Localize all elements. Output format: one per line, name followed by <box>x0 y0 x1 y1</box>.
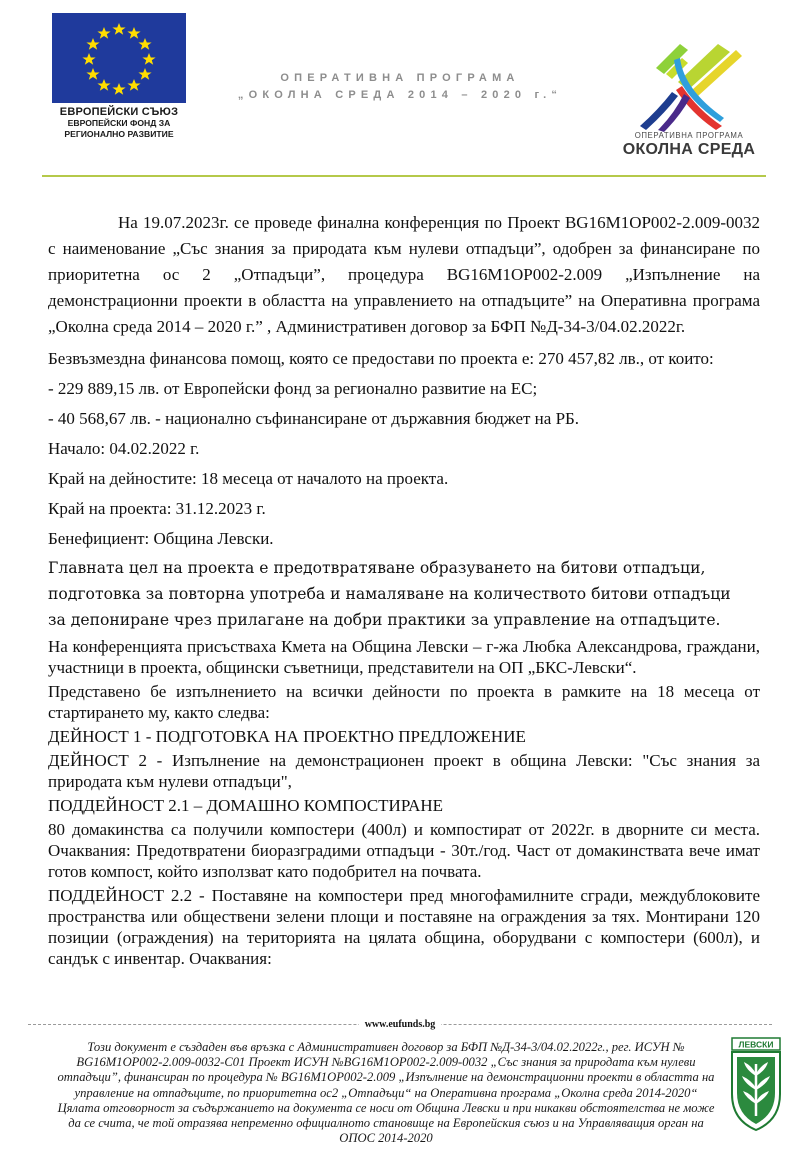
attendees-paragraph: На конференцията присъстваха Кмета на Община Левски – г-жа Любка Александрова, граждани, участници в проекта, общински съветници, представители на ОП „БКС-Левски“. <box>48 637 760 677</box>
header-divider <box>42 175 766 177</box>
goal-line-3: за депониране чрез прилагане на добри практики за управление на отпадъците. <box>48 611 721 629</box>
start-date-line: Начало: 04.02.2022 г. <box>48 439 200 458</box>
environment-logo-name: ОКОЛНА СРЕДА <box>622 141 756 158</box>
beneficiary-line: Бенефициент: Община Левски. <box>48 529 274 548</box>
goal-line-1: Главната цел на проекта е предотвратяване образуването на битови отпадъци, <box>48 559 706 577</box>
eu-caption-line3: РЕГИОНАЛНО РАЗВИТИЕ <box>64 129 174 139</box>
crest-label: ЛЕВСКИ <box>738 1039 774 1050</box>
program-title <box>220 70 580 104</box>
eu-caption-line1: ЕВРОПЕЙСКИ СЪЮЗ <box>59 106 179 118</box>
activity-2-paragraph: ДЕЙНОСТ 2 - Изпълнение на демонстрационен проект в община Левски: "Със знания за природата към нулеви отпадъци", <box>48 751 760 791</box>
program-title-line1: ОПЕРАТИВНА ПРОГРАМА <box>280 72 520 84</box>
document-body <box>48 210 760 969</box>
eu-caption-line2: ЕВРОПЕЙСКИ ФОНД ЗА <box>67 118 171 128</box>
eufunds-link[interactable]: www.eufunds.bg <box>359 1019 442 1030</box>
erdf-line: - 229 889,15 лв. от Европейски фонд за регионално развитие на ЕС; <box>48 379 538 398</box>
activities-end-line: Край на дейностите: 18 месеца от началото на проекта. <box>48 469 449 488</box>
program-title-line2: „ОКОЛНА СРЕДА 2014 – 2020 г.“ <box>237 89 563 101</box>
environment-logo-subtitle: ОПЕРАТИВНА ПРОГРАМА <box>634 131 744 140</box>
project-end-line: Край на проекта: 31.12.2023 г. <box>48 499 266 518</box>
footer-disclaimer: Този документ е създаден във връзка с Административен договор за БФП №Д-34-3/04.02.2022г., рег. ИСУН № BG16M1OP002-2.009-0032-C01 Проект ИСУН №BG16M1OP002-2.009-0032 „Със знания за природата към нулеви отпадъци”, финансиран по процедура № BG16M1OP002-2.009 „Изпълнение на демонстрационни проекти в областта на управление на отпадъците, по приоритетна ос2 „Отпадъци“ на Оперативна програма „Околна среда 2014-2020“ Цялата отговорност за съдържанието на документа се носи от Община Левски и при никакви обстоятелства не може да се счита, че той отразява непременно официалното становище на Европейския съюз и на Управляващия орган на ОПОС 2014-2020 <box>57 1040 715 1146</box>
national-cofinancing-line: - 40 568,67 лв. - национално съфинансиране от държавния бюджет на РБ. <box>48 409 580 428</box>
goal-line-2: подготовка за повторна употреба и намаляване на количеството битови отпадъци <box>48 585 731 603</box>
intro-paragraph: На 19.07.2023г. се проведе финална конференция по Проект BG16M1OP002-2.009-0032 с наименование „Със знания за природата към нулеви отпадъци”, одобрен за финансиране по приоритетна ос 2 „Отпадъци”, процедура BG16M1OP002-2.009 „Изпълнение на демонстрационни проекти в областта на управлението на отпадъците” на Оперативна програма „Околна среда 2014 – 2020 г.” , Административен договор за БФП №Д-34-3/04.02.2022г. <box>48 213 760 336</box>
eu-logo <box>52 13 186 140</box>
activity-1-heading: ДЕЙНОСТ 1 - ПОДГОТОВКА НА ПРОЕКТНО ПРЕДЛОЖЕНИЕ <box>48 727 526 746</box>
subactivity-2-1-heading: ПОДДЕЙНОСТ 2.1 – ДОМАШНО КОМПОСТИРАНЕ <box>48 796 444 815</box>
grant-paragraph: Безвъзмездна финансова помощ, която се предостави по проекта е: 270 457,82 лв., от които: <box>48 349 714 368</box>
presented-paragraph: Представено бе изпълнението на всички дейности по проекта в рамките на 18 месеца от стартирането му, както следва: <box>48 682 760 722</box>
subactivity-2-1-text: 80 домакинства са получили компостери (400л) и компостират от 2022г. в дворните си места. Очаквания: Предотвратени биоразградими отпадъци - 30т./год. Част от домакинствата вече имат готов компост, който използват като подобрител на почвата. <box>48 820 760 881</box>
subactivity-2-2-text: ПОДДЕЙНОСТ 2.2 - Поставяне на компостери пред многофамилните сгради, междублоковите пространства или обществени зелени площи и поставяне на ограждения за тях. Монтирани 120 позиции (ограждения) на територията на цялата община, оборудвани с компостери (600л), и сандък с инвентар. Очаквания: <box>48 886 760 968</box>
eu-flag-icon <box>52 13 186 103</box>
levski-crest-icon <box>728 1036 784 1132</box>
